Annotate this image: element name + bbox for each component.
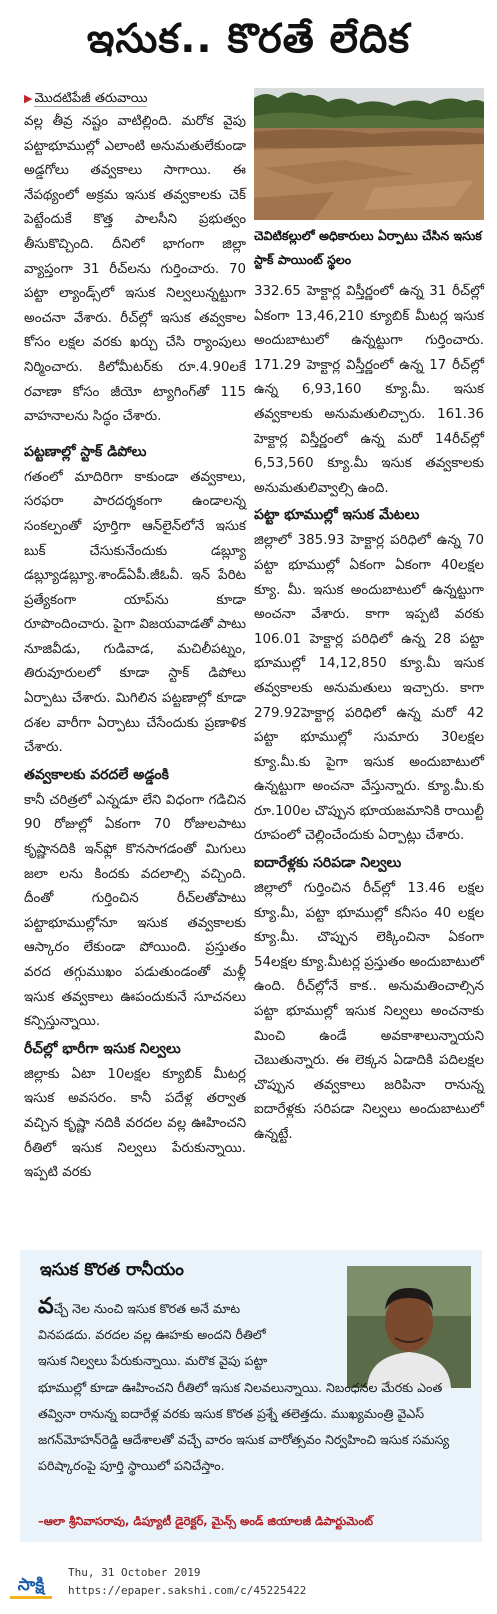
right-paragraph-2: జిల్లాలో 385.93 హెక్టార్ల పరిధిలో ఉన్న 70 పట్టా భూముల్లో ఏకంగా ఏకంగా 40లక్షల క్యూ. మీ. ఇసుక అందుబాటులో ఉన్నట్టుగా అంచనా వేశారు. కాగా ఇప్పటి వరకు 106.01 హెక్టార్ల పరిధిలో ఉన్న 28 పట్టా భూముల్లో 14,12,850 క్యూ.మీ ఇసుక తవ్వకాలకు అనుమతులు ఇచ్చారు. కాగా 279.92హెక్టార్ల పరిధిలో ఉన్న మరో 42 పట్టా భూముల్లో సుమారు 30లక్షల క్యూ.మీ.కు పైగా ఇసుక అందుబాటులో ఉన్నట్టుగా అంచనా వేస్తున్నారు. క్యూ.మీ.కు రూ.100ల చొప్పున భూయజమానికి రాయిల్టీ రూపంలో చెల్లించేందుకు ఏర్పాట్లు చేశారు.: [254, 533, 484, 844]
left-column: [24, 88, 246, 1186]
footer: [0, 1556, 497, 1614]
quote-box-title: ఇసుక కొరత రానీయం: [40, 1260, 184, 1280]
subhead-five-six-years: ఐదారేళ్లకు సరిపడా నిల్వలు: [254, 855, 402, 872]
kicker-text: మొదటిపేజీ తరువాయి: [34, 91, 148, 106]
footer-date: Thu, 31 October 2019: [68, 1566, 201, 1579]
sakshi-logo: [4, 1566, 58, 1606]
quote-line-1-text: చ్చే నెల నుంచి ఇసుక కొరత అనే మాట: [53, 1301, 241, 1316]
quote-signature: –ఆలా శ్రీనివాసరావు, డిప్యూటీ డైరెక్టర్, మైన్స్ అండ్ జియాలజీ డిపార్టుమెంట్: [38, 1514, 374, 1528]
right-column: [254, 280, 484, 1148]
photo-caption: చెవిటికల్లులో అధికారులు ఏర్పాటు చేసిన ఇసుక స్టాక్ పాయింట్ స్థలం: [254, 228, 482, 267]
quote-line-3: ఇసుక నిల్వలు పేరుకున్నాయి. మరొక వైపు పట్టా: [38, 1353, 268, 1369]
left-intro-paragraph: వల్ల తీవ్ర నష్టం వాటిల్లింది. మరోక వైపు పట్టాభూముల్లో ఎలాంటి అనుమతులేకుండా అడ్డగోలు తవ్వకాలు సాగాయి. ఈ నేపథ్యంలో అక్రమ ఇసుక తవ్వకాలకు చెక్ పెట్టేందుకే కొత్త పాలసీని ప్రభుత్వం తీసుకొచ్చింది. దీనిలో భాగంగా జిల్లా వ్యాప్తంగా 31 రీచ్‌లను గుర్తించారు. 70 పట్టా ల్యాండ్స్‌లో ఇసుక నిల్వలున్నట్టుగా అంచనా వేశారు. రీచ్‌ల్లో ఇసుక తవ్వకాల కోసం లక్షల వరకు ఖర్చు చేసి ర్యాంపులు నిర్మించారు. కిలోమీటర్‌కు రూ.4.90లకే రవాణా కోసం జీయో ట్యాగింగ్‌తో 115 వాహనాలను సిద్ధం చేశారు.: [24, 114, 246, 425]
left-paragraph-1: గతంలో మాదిరిగా కాకుండా తవ్వకాలు, సరఫరా పారదర్శకంగా ఉండాలన్న సంకల్పంతో పూర్తిగా ఆన్‌లైన్‌లోనే ఇసుక బుక్ చేసుకునేందుకు డబ్ల్యూ డబ్ల్యూడబ్ల్యూ.శాండ్‌ఏపీ.జీఓవీ. ఇన్ పేరిట ప్రత్యేకంగా యాప్‌ను కూడా రూపొందించారు. పైగా విజయవాడతో పాటు నూజివీడు, గుడివాడ, మచిలీపట్నం, తిరువూరులలో కూడా స్టాక్ డిపోలు ఏర్పాటు చేశారు. మిగిలిన పట్టణాల్లో కూడా దశల వారీగా ఏర్పాటు చేసేందుకు ప్రణాళిక చేశారు.: [24, 469, 246, 756]
subhead-floods-obstacle: తవ్వకాలకు వరదలే అడ్డంకి: [24, 766, 169, 783]
right-paragraph-3: జిల్లాలో గుర్తించిన రీచ్‌ల్లో 13.46 లక్షల క్యూ.మీ, పట్టా భూముల్లో కనీసం 40 లక్షల క్యూ.మీ. చొప్పున లెక్కించినా ఏకంగా 54లక్షల క్యూ.మీటర్ల ప్రస్తుతం అందుబాటులో ఉంది. రీచ్‌ల్లోనే కాక.. అనుమతించాల్సిన పట్టా భూముల్లో ఇసుక నిల్వలు అంచనాకు మించి ఉండే అవకాశాలున్నాయని చెబుతున్నారు. ఈ లెక్కన ఏడాదికి పదిలక్షల చొప్పున తవ్వకాలు జరిపినా రానున్న ఐదారేళ్లకు సరిపడా నిల్వలు అందుబాటులో ఉన్నట్టే.: [254, 881, 485, 1142]
headline: ఇసుక.. కొరతే లేదిక: [86, 16, 411, 62]
svg-text:సాక్షి: సాక్షి: [17, 1575, 45, 1595]
triangle-arrow-icon: ▶: [24, 92, 33, 105]
quote-text: [38, 1294, 478, 1479]
quote-box: [20, 1250, 482, 1542]
quote-rest: భూముల్లో కూడా ఊహించని రీతిలో ఇసుక నిలవలున్నాయి. నిబంధనల మేరకు ఎంత తవ్వినా రానున్న ఐదారేళ్ల వరకు ఇసుక కొరత ప్రశ్నే తలెత్తదు. ముఖ్యమంత్రి వైఎస్ జగన్‌మోహన్‌రెడ్డి ఆదేశాలతో వచ్చే వారం ఇసుక వారోత్సవం నిర్వహించి ఇసుక సమస్య పరిష్కారంపై పూర్తి స్థాయిలో పనిచేస్తాం.: [38, 1379, 450, 1474]
subhead-stock-depots: పట్టణాల్లో స్టాక్ డిపోలు: [24, 443, 147, 460]
left-paragraph-2: కానీ చరిత్రలో ఎన్నడూ లేని విధంగా గడిచిన 90 రోజుల్లో ఏకంగా 70 రోజులపాటు కృష్ణానదికి ఇన్‌ఫ్లో కొనసాగడంతో మిగులు జలా లను కిందకు వదలాల్సి వచ్చింది. దీంతో గుర్తించిన రీచ్‌లతోపాటు పట్టాభూముల్లోనూ ఇసుక తవ్వకాలకు ఆస్కారం లేకుండా పోయింది. ప్రస్తుతం వరద తగ్గుముఖం పడుతుండంతో మళ్లీ ఇసుక తవ్వకాలు ఊపందుకునే సూచనలు కన్పిస్తున్నాయి.: [24, 792, 246, 1030]
kicker: [24, 88, 246, 110]
footer-url[interactable]: https://epaper.sakshi.com/c/45225422: [68, 1584, 307, 1597]
subhead-huge-reserves: రీచ్‌ల్లో భారీగా ఇసుక నిల్వలు: [24, 1040, 181, 1057]
right-paragraph-1: 332.65 హెక్టార్ల విస్తీర్ణంలో ఉన్న 31 రీచ్‌ల్లో ఏకంగా 13,46,210 క్యూబిక్ మీటర్ల ఇసుక అందుబాటులో ఉన్నట్టుగా గుర్తించారు. 171.29 హెక్టార్ల విస్తీర్ణంలో ఉన్న 17 రీచ్‌ల్లో ఉన్న 6,93,160 క్యూ.మీ. ఇసుక తవ్వకాలకు అనుమతులిచ్చారు. 161.36 హెక్టార్ల విస్తీర్ణంలో ఉన్న మరో 14రీచ్‌ల్లో 6,53,560 క్యూ.మీ ఇసుక తవ్వకాలకు అనుమతులివ్వాల్సి ఉంది.: [254, 284, 484, 496]
quote-line-1: [38, 1294, 338, 1322]
left-paragraph-3: జిల్లాకు ఏటా 10లక్షల క్యూబిక్ మీటర్ల ఇసుక అవసరం. కానీ పదేళ్ల తర్వాత వచ్చిన కృష్ణా నదికి వరదల వల్ల ఊహించని రీతిలో ఇసుక నిల్వలు పేరుకున్నాయి. ఇప్పటి వరకు: [24, 1066, 246, 1181]
subhead-patta-lands: పట్టా భూముల్లో ఇసుక మేటలు: [254, 507, 420, 524]
quote-line-2: వినపడదు. వరదల వల్ల ఊహకు అందని రీతిలో: [38, 1327, 266, 1343]
sand-stock-point-photo: [254, 88, 484, 220]
quote-dropcap: వ: [38, 1294, 54, 1319]
